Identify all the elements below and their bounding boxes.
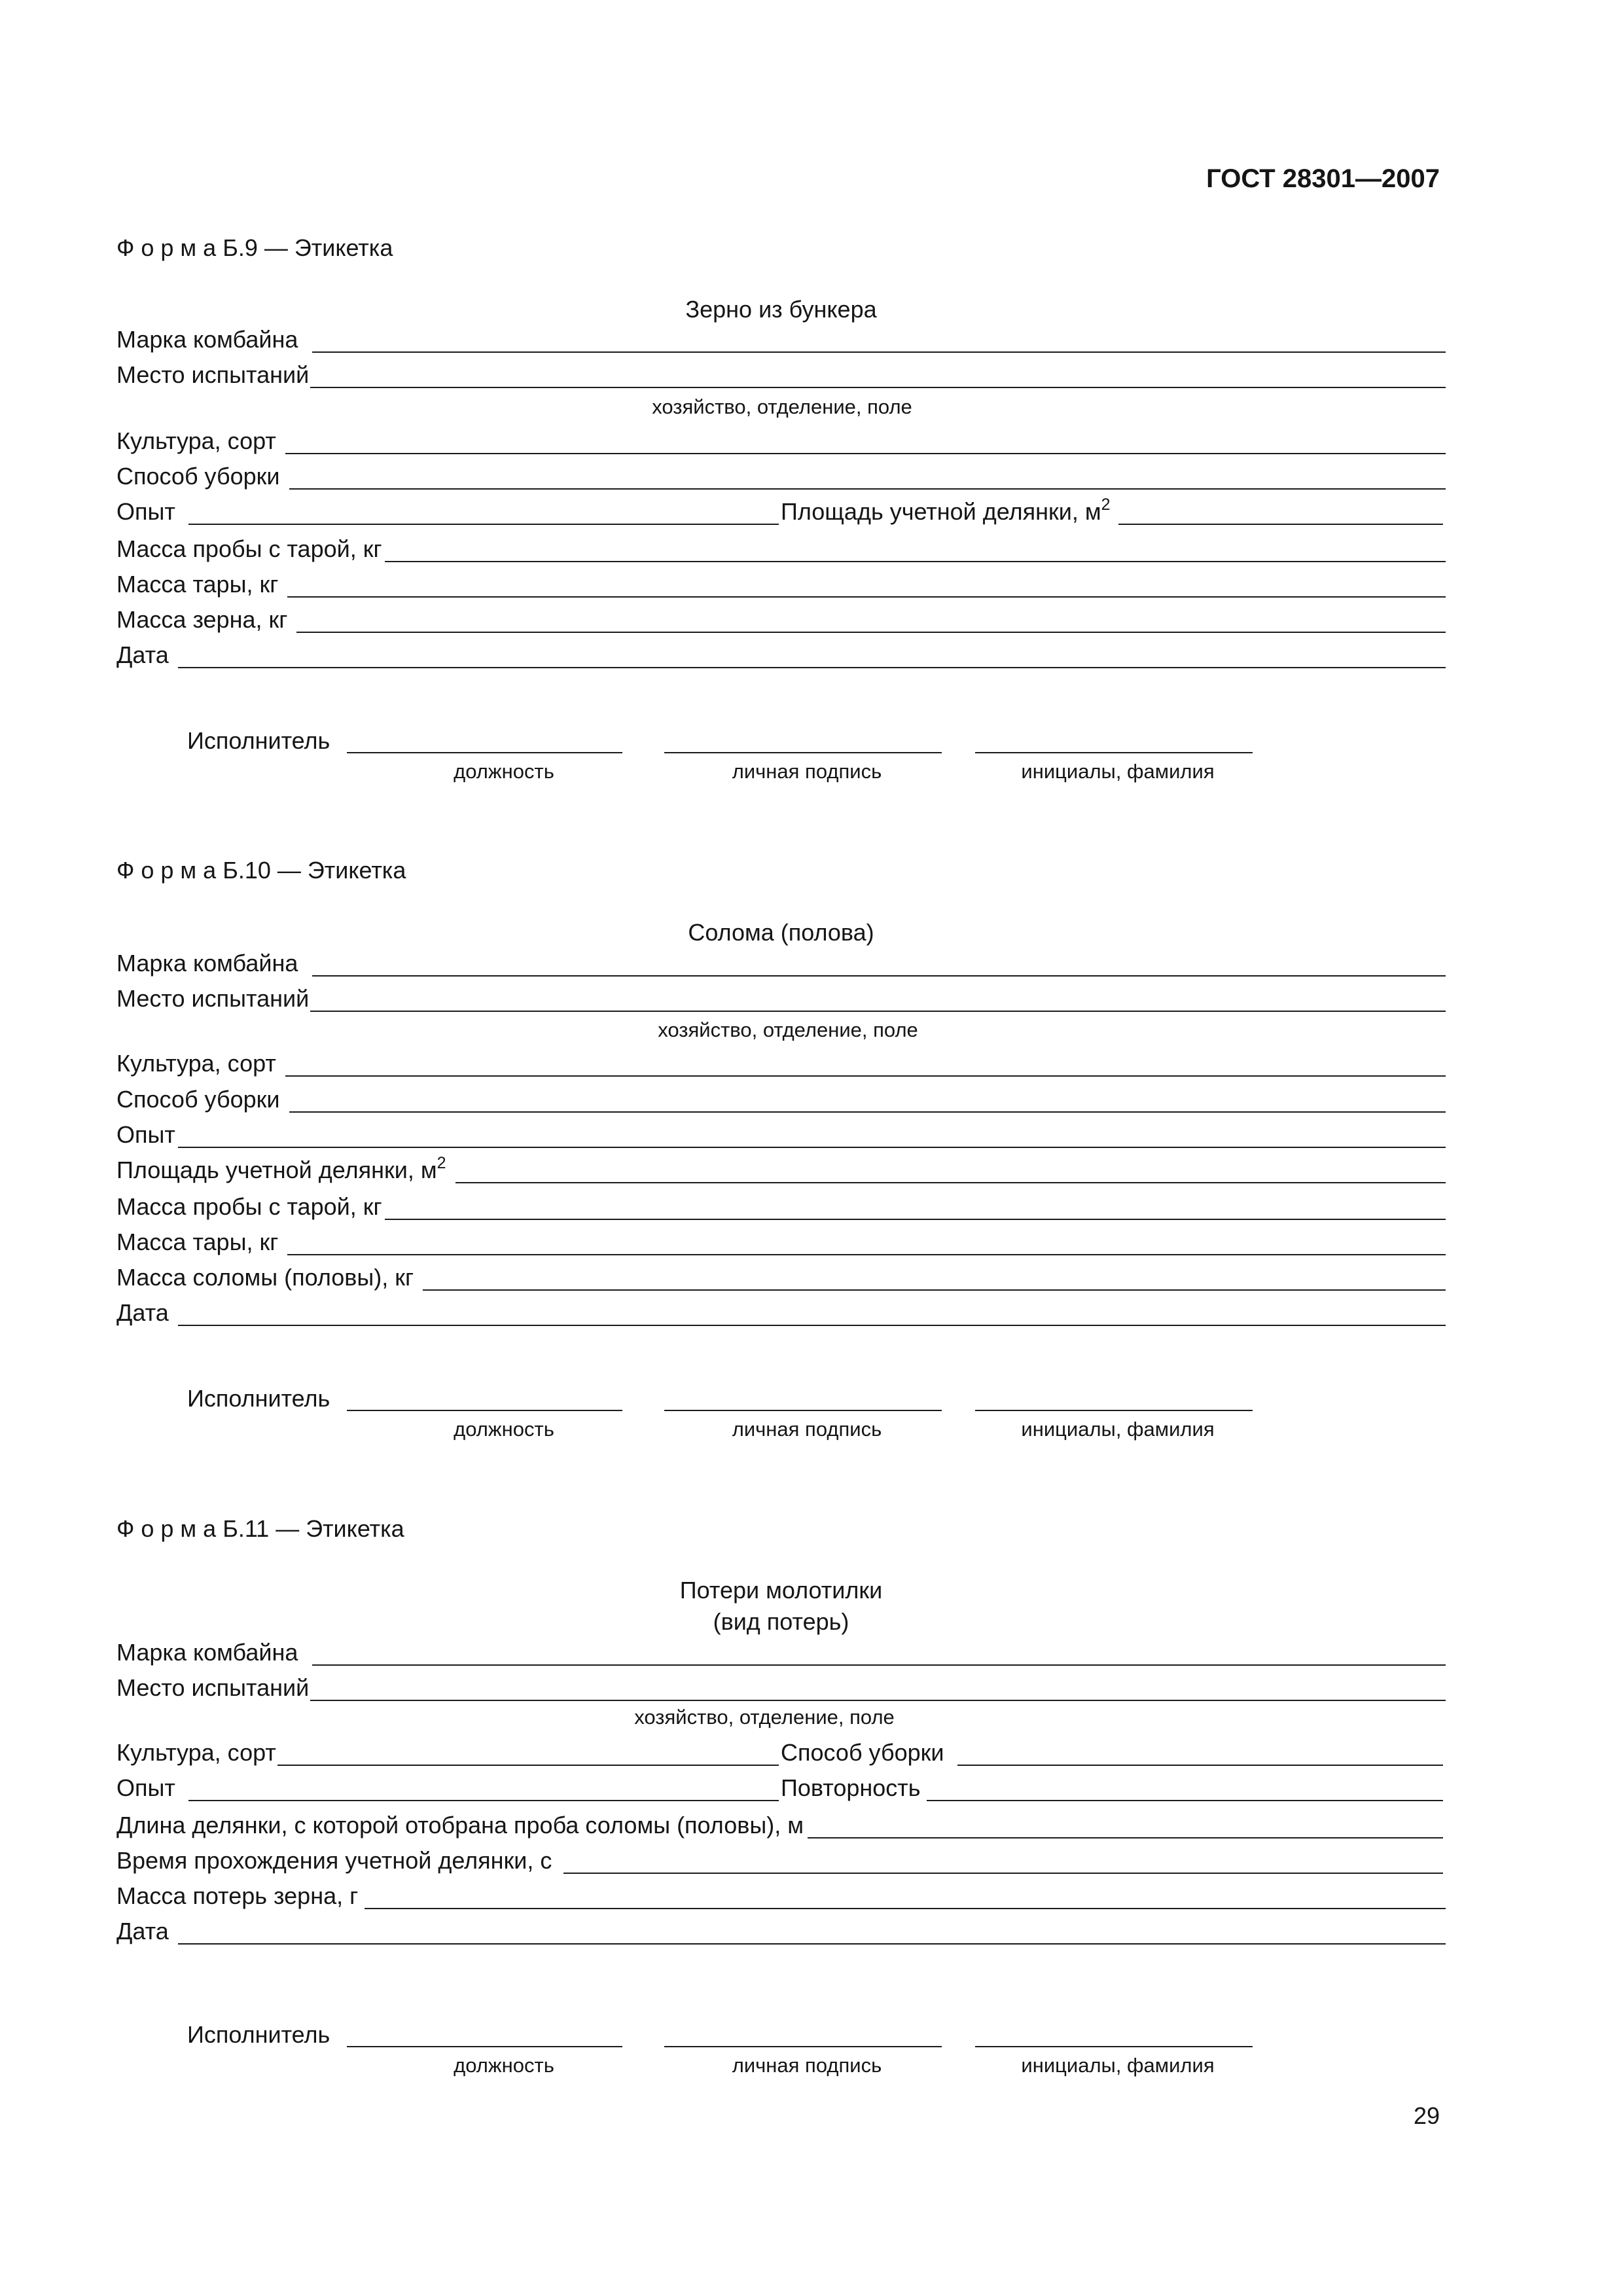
- fill-line: [178, 1325, 1446, 1326]
- fill-line-name: [975, 752, 1253, 753]
- caption-position: должность: [454, 760, 554, 783]
- fill-line-position: [347, 2046, 622, 2047]
- field-grain-mass: [116, 607, 1446, 633]
- field-label: [781, 495, 1111, 525]
- field-combine-brand: [116, 950, 1446, 977]
- standard-code: ГОСТ 28301—2007: [1206, 164, 1440, 193]
- fill-line-name: [975, 2046, 1253, 2047]
- field-label: Марка комбайна: [116, 1639, 298, 1666]
- signature-label: Исполнитель: [187, 727, 330, 754]
- field-sample-mass-with-tare: [116, 1194, 1446, 1220]
- field-label: Марка комбайна: [116, 326, 298, 353]
- form-title: Ф о р м а Б.10 — Этикетка: [116, 857, 406, 884]
- fill-line: [178, 1147, 1446, 1148]
- fill-line: [277, 1765, 779, 1766]
- field-date: [116, 1918, 1446, 1945]
- caption-signature: личная подпись: [732, 760, 882, 783]
- field-label: Дата: [116, 641, 169, 668]
- field-straw-mass: [116, 1265, 1446, 1291]
- fill-line: [927, 1800, 1443, 1801]
- fill-line: [385, 1219, 1446, 1220]
- field-label: Способ уборки: [116, 1086, 280, 1113]
- fill-line: [455, 1182, 1446, 1183]
- fill-line: [423, 1289, 1446, 1291]
- caption-position: должность: [454, 1418, 554, 1441]
- fill-line: [296, 632, 1446, 633]
- field-label: Место испытаний: [116, 985, 310, 1012]
- field-label: Опыт: [116, 1774, 175, 1801]
- field-label: Место испытаний: [116, 1674, 310, 1701]
- form-title: Ф о р м а Б.9 — Этикетка: [116, 234, 393, 261]
- field-label: Культура, сорт: [116, 427, 276, 454]
- fill-line: [188, 524, 779, 525]
- fill-line-signature: [664, 2046, 942, 2047]
- field-label: Дата: [116, 1918, 169, 1945]
- field-label: Длина делянки, с которой отобрана проба соломы (половы), м: [116, 1812, 804, 1839]
- field-harvest-method: [781, 1740, 1443, 1766]
- field-label: Масса потерь зерна, г: [116, 1882, 359, 1909]
- fill-line-position: [347, 752, 622, 753]
- signature-block: [0, 2022, 1623, 2087]
- field-combine-brand: [116, 327, 1446, 353]
- field-crop-variety: [116, 428, 1446, 454]
- field-tare-mass: [116, 1229, 1446, 1255]
- caption-name: инициалы, фамилия: [1021, 1418, 1215, 1441]
- fill-line: [178, 667, 1446, 668]
- field-plot-length: [116, 1812, 1443, 1839]
- caption-signature: личная подпись: [732, 2054, 882, 2077]
- field-crop-variety: [116, 1050, 1446, 1077]
- fill-line-signature: [664, 1410, 942, 1411]
- field-label-text: Площадь учетной делянки, м: [781, 498, 1101, 525]
- fill-line: [312, 351, 1446, 353]
- field-label: Культура, сорт: [116, 1739, 276, 1766]
- field-label: Дата: [116, 1299, 169, 1326]
- field-label: Масса пробы с тарой, кг: [116, 535, 382, 562]
- field-row-experiment-plot-area: [116, 495, 1443, 525]
- signature-label: Исполнитель: [187, 1385, 330, 1412]
- field-combine-brand: [116, 1640, 1446, 1666]
- unit-exponent: 2: [1101, 495, 1111, 514]
- field-plot-area: [781, 495, 1443, 525]
- fill-line: [188, 1800, 779, 1801]
- field-hint: хозяйство, отделение, поле: [658, 1018, 918, 1041]
- field-label: Способ уборки: [781, 1739, 944, 1766]
- field-label: Масса зерна, кг: [116, 606, 288, 633]
- fill-line-signature: [664, 752, 942, 753]
- field-row-crop-harvest-method: [116, 1740, 1443, 1766]
- field-label-text: Площадь учетной делянки, м: [116, 1157, 437, 1183]
- page-number: 29: [1413, 2102, 1440, 2129]
- field-row-experiment-repetition: [116, 1775, 1443, 1801]
- field-label: Место испытаний: [116, 361, 310, 388]
- label-heading: Зерно из бункера: [685, 296, 877, 323]
- unit-exponent: 2: [437, 1154, 446, 1172]
- field-hint: хозяйство, отделение, поле: [652, 395, 912, 418]
- field-label: Масса тары, кг: [116, 571, 279, 598]
- label-heading: Потери молотилки: [679, 1577, 883, 1604]
- form-title: Ф о р м а Б.11 — Этикетка: [116, 1515, 404, 1542]
- field-hint: хозяйство, отделение, поле: [634, 1706, 895, 1729]
- caption-position: должность: [454, 2054, 554, 2077]
- field-label: [116, 1154, 446, 1183]
- fill-line: [310, 387, 1446, 388]
- field-label: Масса тары, кг: [116, 1229, 279, 1255]
- fill-line-position: [347, 1410, 622, 1411]
- fill-line: [287, 1254, 1446, 1255]
- field-experiment: [116, 1122, 1446, 1148]
- fill-line: [310, 1700, 1446, 1701]
- fill-line: [957, 1765, 1444, 1766]
- field-crop-variety: [116, 1740, 779, 1766]
- field-label: Способ уборки: [116, 463, 280, 490]
- fill-line: [285, 1075, 1446, 1077]
- signature-block: [0, 728, 1623, 793]
- fill-line: [310, 1011, 1446, 1012]
- fill-line: [385, 561, 1446, 562]
- field-harvest-method: [116, 1086, 1446, 1113]
- field-test-site: [116, 986, 1446, 1012]
- caption-name: инициалы, фамилия: [1021, 760, 1215, 783]
- field-test-site: [116, 1675, 1446, 1701]
- fill-line: [808, 1837, 1443, 1839]
- fill-line: [285, 453, 1446, 454]
- fill-line: [312, 975, 1446, 977]
- field-grain-loss-mass: [116, 1883, 1446, 1909]
- signature-block: [0, 1386, 1623, 1451]
- fill-line: [289, 488, 1446, 490]
- field-label: Опыт: [116, 1121, 175, 1148]
- field-label: Марка комбайна: [116, 950, 298, 977]
- label-heading: Солома (полова): [688, 919, 874, 946]
- field-label: Повторность: [781, 1774, 921, 1801]
- fill-line: [365, 1908, 1446, 1909]
- label-subheading: (вид потерь): [713, 1608, 849, 1635]
- fill-line: [178, 1943, 1446, 1945]
- fill-line: [312, 1664, 1446, 1666]
- field-date: [116, 642, 1446, 668]
- field-label: Опыт: [116, 498, 175, 525]
- field-test-site: [116, 362, 1446, 388]
- caption-signature: личная подпись: [732, 1418, 882, 1441]
- field-plot-area: [116, 1154, 1446, 1183]
- fill-line: [287, 596, 1446, 598]
- field-repetition: [781, 1775, 1443, 1801]
- field-harvest-method: [116, 463, 1446, 490]
- fill-line-name: [975, 1410, 1253, 1411]
- field-sample-mass-with-tare: [116, 536, 1446, 562]
- fill-line: [563, 1873, 1443, 1874]
- field-date: [116, 1300, 1446, 1326]
- fill-line: [1118, 524, 1443, 525]
- field-experiment: [116, 1775, 779, 1801]
- field-label: Культура, сорт: [116, 1050, 276, 1077]
- field-label: Масса пробы с тарой, кг: [116, 1193, 382, 1220]
- caption-name: инициалы, фамилия: [1021, 2054, 1215, 2077]
- field-tare-mass: [116, 571, 1446, 598]
- signature-label: Исполнитель: [187, 2021, 330, 2048]
- field-pass-time: [116, 1848, 1443, 1874]
- field-label: Масса соломы (половы), кг: [116, 1264, 414, 1291]
- field-experiment: [116, 499, 779, 525]
- fill-line: [289, 1111, 1446, 1113]
- field-label: Время прохождения учетной делянки, с: [116, 1847, 552, 1874]
